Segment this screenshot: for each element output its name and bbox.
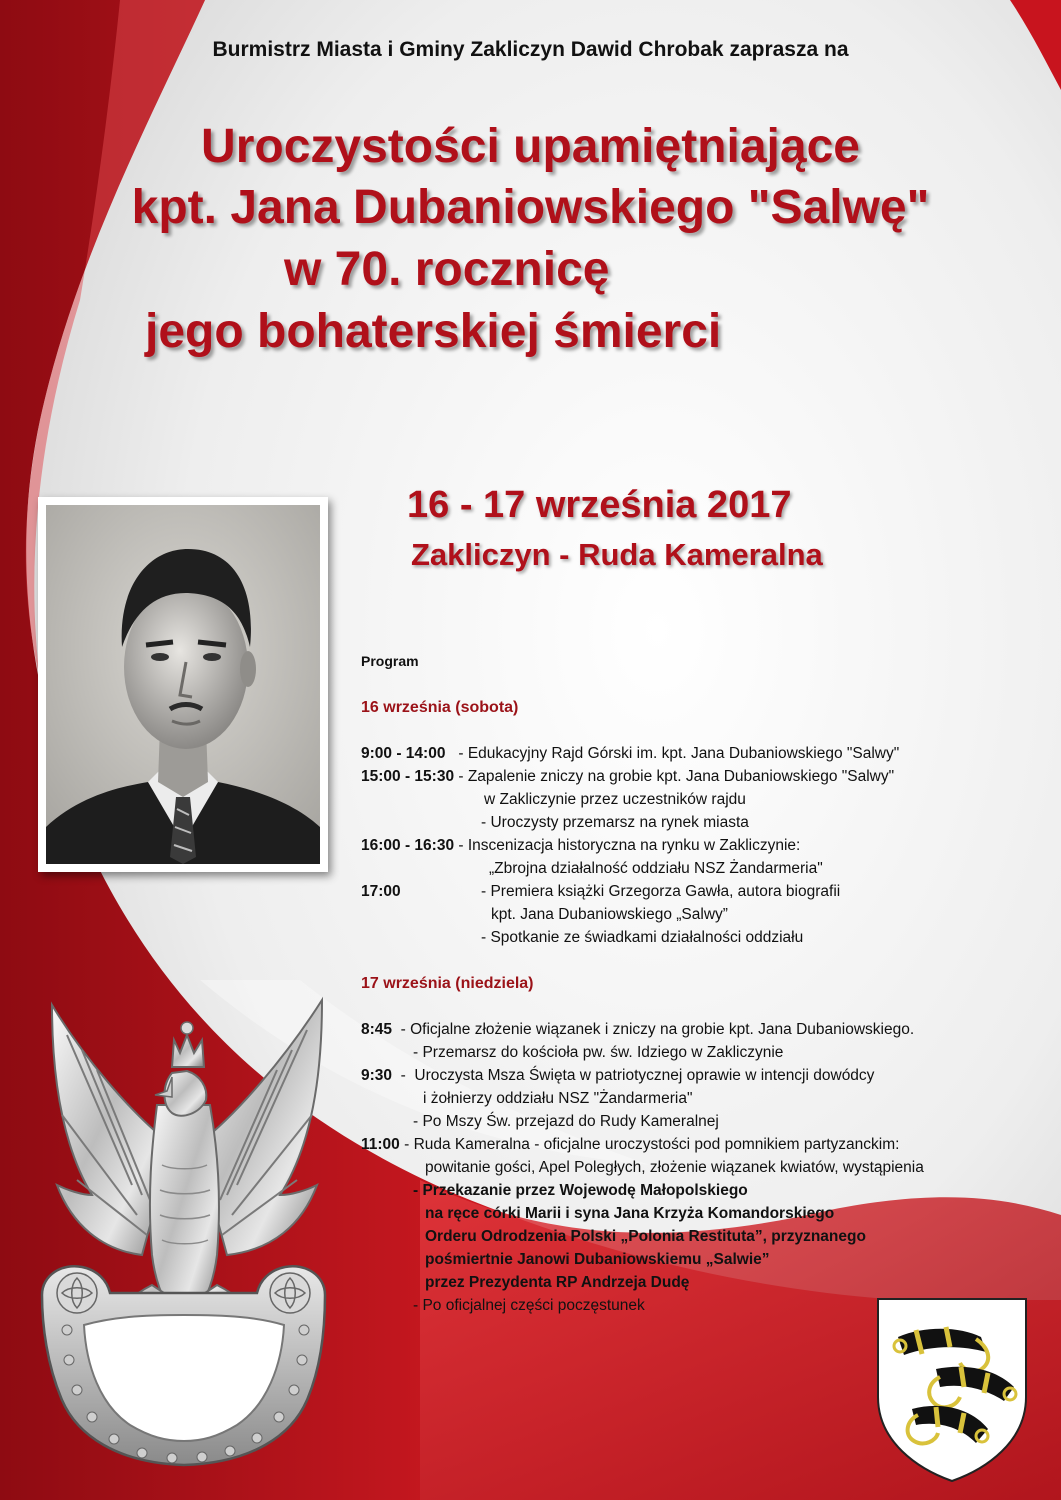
program-item-time: 9:00 - 14:00 (361, 745, 446, 762)
program-item (361, 1087, 1051, 1110)
program-heading: Program (361, 653, 419, 669)
program-item (361, 857, 1051, 880)
program-item (361, 1041, 1051, 1064)
program-item-text: - Po oficjalnej części poczęstunek (413, 1297, 645, 1314)
program-item-text: - Zapalenie zniczy na grobie kpt. Jana Dubaniowskiego "Salwy" (454, 768, 895, 785)
program-item-text: - Spotkanie ze świadkami działalności oddziału (481, 929, 804, 946)
program-item-text: - Uroczysty przemarsz na rynek miasta (481, 814, 749, 831)
program-item (361, 1064, 1051, 1087)
program-item (361, 1225, 1051, 1248)
program-item-text: - Ruda Kameralna - oficjalne uroczystości pod pomnikiem partyzanckim: (399, 1136, 900, 1153)
program-section (361, 650, 1051, 1317)
inviter-line: Burmistrz Miasta i Gminy Zakliczyn Dawid Chrobak zaprasza na (212, 38, 849, 61)
program-item (361, 1271, 1051, 1294)
program-item-text: pośmiertnie Janowi Dubaniowskiemu „Salwie” (425, 1251, 770, 1268)
program-item-text: - Premiera książki Grzegorza Gawła, autora biografii (481, 883, 841, 900)
program-item-text: - Edukacyjny Rajd Górski im. kpt. Jana Dubaniowskiego "Salwy" (445, 745, 900, 762)
title-line-2: kpt. Jana Dubaniowskiego "Salwę" (131, 181, 930, 234)
title-line-4: jego bohaterskiej śmierci (145, 305, 722, 358)
event-place: Zakliczyn - Ruda Kameralna (411, 537, 823, 572)
program-item (361, 1156, 1051, 1179)
program-item (361, 1133, 1051, 1156)
title-line-3: w 70. rocznicę (284, 243, 610, 296)
program-item-text: kpt. Jana Dubaniowskiego „Salwy” (491, 906, 728, 923)
program-item (361, 788, 1051, 811)
program-item (361, 1179, 1051, 1202)
program-item (361, 1248, 1051, 1271)
program-item-text: - Inscenizacja historyczna na rynku w Zakliczynie: (454, 837, 801, 854)
program-item (361, 765, 1051, 788)
polish-eagle-emblem (22, 995, 342, 1470)
portrait-frame (38, 497, 328, 872)
program-item (361, 1202, 1051, 1225)
program-item-text: w Zakliczynie przez uczestników rajdu (484, 791, 746, 808)
program-item (361, 834, 1051, 857)
program-item-text: - Uroczysta Msza Święta w patriotycznej oprawie w intencji dowódcy (392, 1067, 875, 1084)
program-item-text: przez Prezydenta RP Andrzeja Dudę (425, 1274, 690, 1291)
event-dates: 16 - 17 września 2017 (407, 484, 792, 526)
program-item-text: i żołnierzy oddziału NSZ "Żandarmeria" (423, 1090, 693, 1107)
program-item-text: na ręce córki Marii i syna Jana Krzyża Komandorskiego (425, 1205, 835, 1222)
program-item-time: 9:30 (361, 1067, 393, 1084)
program-item-text: - Przekazanie przez Wojewodę Małopolskiego (413, 1182, 748, 1199)
program-item-text: „Zbrojna działalność oddziału NSZ Żandarmeria" (489, 860, 823, 877)
title-line-1: Uroczystości upamiętniające (201, 120, 860, 173)
portrait-photo (38, 497, 328, 872)
program-item-text: - Przemarsz do kościoła pw. św. Idziego w Zakliczynie (413, 1044, 784, 1061)
program-item-text: Orderu Odrodzenia Polski „Polonia Restituta”, przyznanego (425, 1228, 866, 1245)
program-item-time: 16:00 - 16:30 (361, 837, 455, 854)
program-item (361, 880, 1051, 903)
program-item-text: - Oficjalne złożenie wiązanek i zniczy na grobie kpt. Jana Dubaniowskiego. (392, 1021, 915, 1038)
program-item (361, 1110, 1051, 1133)
zakliczyn-coat-of-arms (876, 1297, 1028, 1483)
day-1-label: 16 września (sobota) (361, 699, 519, 716)
program-item (361, 903, 1051, 926)
program-item-text: - Po Mszy Św. przejazd do Rudy Kameralnej (413, 1113, 719, 1130)
day-2-label: 17 września (niedziela) (361, 975, 534, 992)
program-item (361, 742, 1051, 765)
program-item (361, 926, 1051, 949)
program-item (361, 1018, 1051, 1041)
program-item-time: 8:45 (361, 1021, 393, 1038)
program-item-time: 15:00 - 15:30 (361, 768, 455, 785)
program-item (361, 811, 1051, 834)
program-item-time: 11:00 (361, 1136, 400, 1153)
program-item-text: powitanie gości, Apel Poległych, złożenie wiązanek kwiatów, wystąpienia (425, 1159, 924, 1176)
program-item-time: 17:00 (361, 883, 401, 900)
